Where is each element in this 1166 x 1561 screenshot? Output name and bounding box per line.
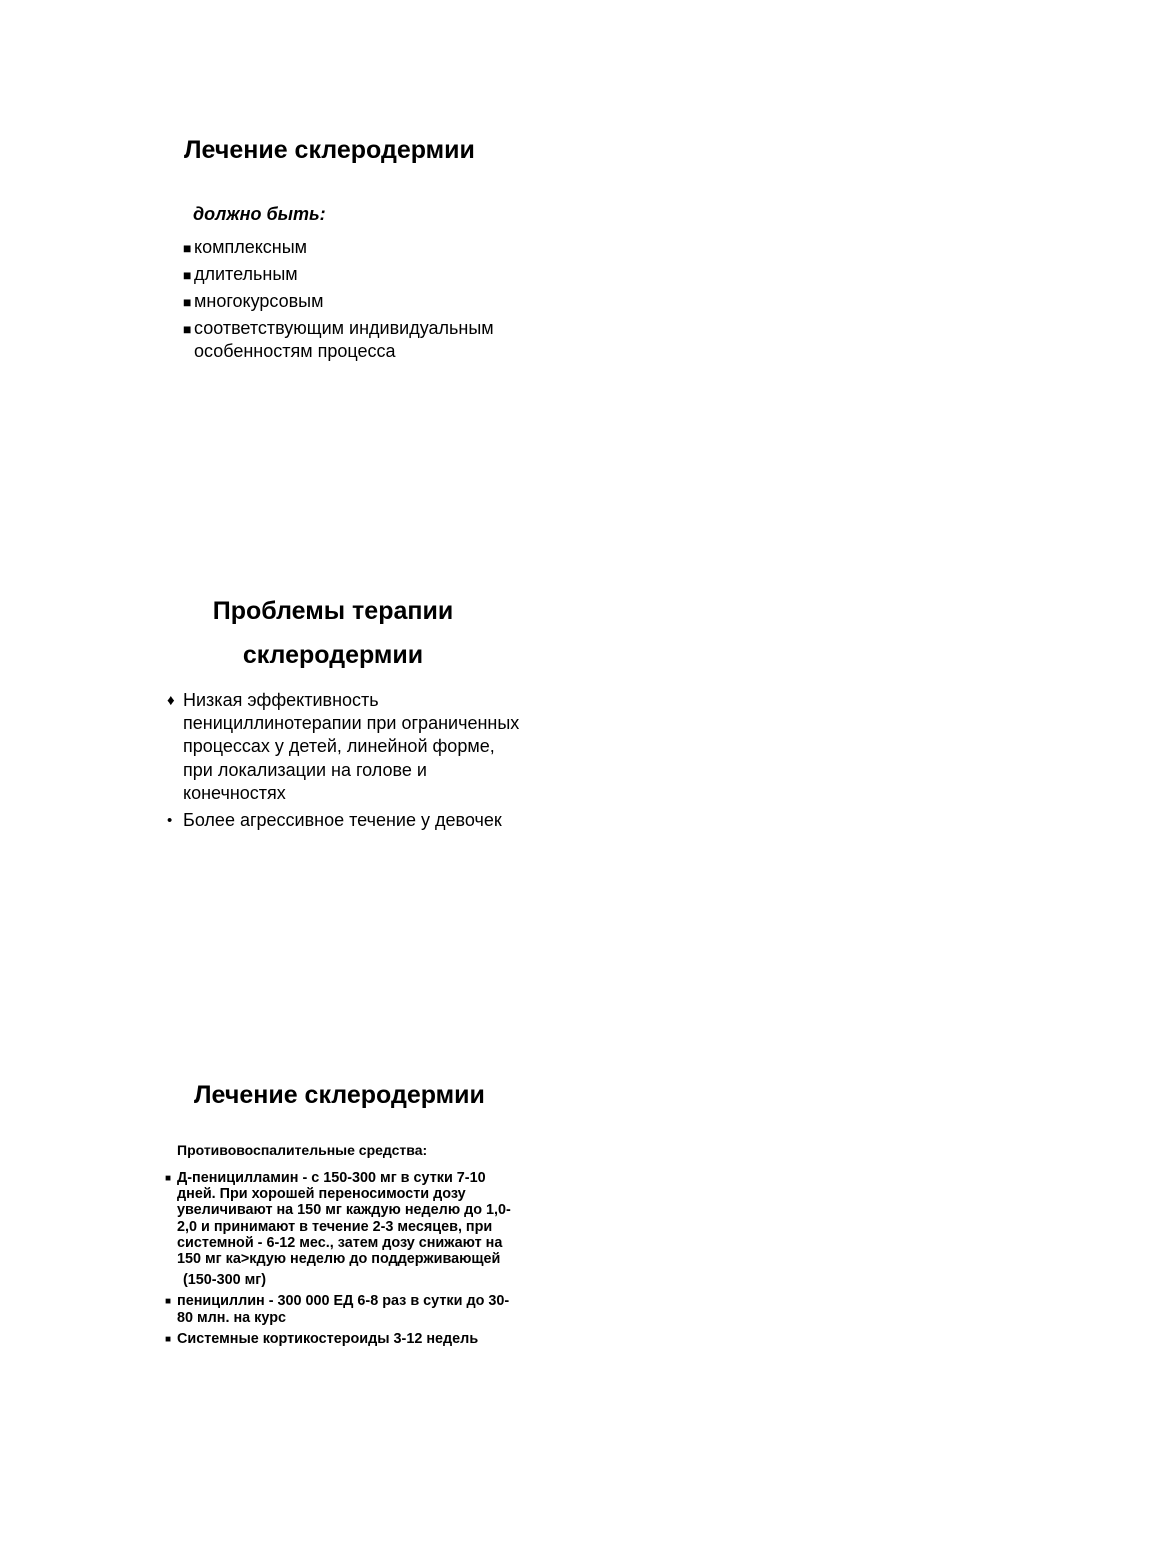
list-item-text: Более агрессивное течение у девочек	[183, 810, 502, 831]
slide-1-bullet-list	[183, 236, 524, 367]
slide-3-title: Лечение склеродермии	[194, 1081, 485, 1109]
slide-2-title-line-2: склеродермии	[242, 641, 424, 669]
list-item-text: комплексным	[194, 237, 308, 257]
slide-1-subtitle: должно быть:	[193, 204, 326, 224]
list-item-text: Системные кортикостероиды 3-12 недель	[177, 1330, 479, 1347]
square-bullet-icon: ■	[183, 267, 192, 283]
slide-3-heading: Противовоспалительные средства:	[177, 1142, 428, 1158]
list-item	[167, 809, 523, 832]
square-bullet-icon: ■	[183, 240, 192, 256]
list-item-text: (150-300 мг)	[183, 1272, 267, 1289]
square-bullet-icon: ■	[183, 321, 192, 337]
square-bullet-icon: ■	[165, 1173, 172, 1184]
square-bullet-icon: ■	[165, 1333, 172, 1345]
list-item	[183, 290, 524, 313]
slide-3-bullet-list	[165, 1170, 528, 1352]
list-item-text: Д-пеницилламин - с 150-300 мг в сутки 7-10 дней. При хорошей переносимости дозу увеличивают на 150 мг каждую неделю до 1,0-2,0 и принимают в течение 2-3 месяцев, при системной - 6-12 мес., затем дозу снижают на 150 мг ка>кдую неделю до поддерживающей	[177, 1170, 511, 1268]
list-item-text: многокурсовым	[194, 291, 324, 311]
list-item-text: Низкая эффективность пенициллинотерапии при ограниченных процессах у детей, линейной форме, при локализации на голове и конечностях	[183, 690, 520, 803]
slide-2-title-line-1: Проблемы терапии	[212, 597, 454, 625]
list-item-text: соответствующим индивидуальным особенностям процесса	[194, 318, 494, 361]
list-item	[165, 1272, 528, 1288]
diamond-bullet-icon: ♦	[167, 692, 175, 709]
list-item	[167, 689, 523, 805]
list-item	[165, 1331, 522, 1347]
square-bullet-icon: ■	[165, 1296, 172, 1308]
list-item-text: пенициллин - 300 000 ЕД 6-8 раз в сутки до 30-80 млн. на курс	[177, 1293, 510, 1326]
square-bullet-icon: ■	[183, 294, 192, 310]
list-item	[165, 1170, 522, 1267]
list-item	[183, 263, 524, 286]
dot-bullet-icon: •	[167, 812, 173, 830]
slide-1-title: Лечение склеродермии	[184, 136, 475, 164]
slide-2-bullet-list	[167, 689, 523, 836]
slide-2-title	[183, 589, 483, 677]
list-item	[165, 1293, 522, 1325]
list-item	[183, 236, 524, 259]
list-item	[183, 317, 524, 363]
list-item-text: длительным	[194, 264, 298, 284]
